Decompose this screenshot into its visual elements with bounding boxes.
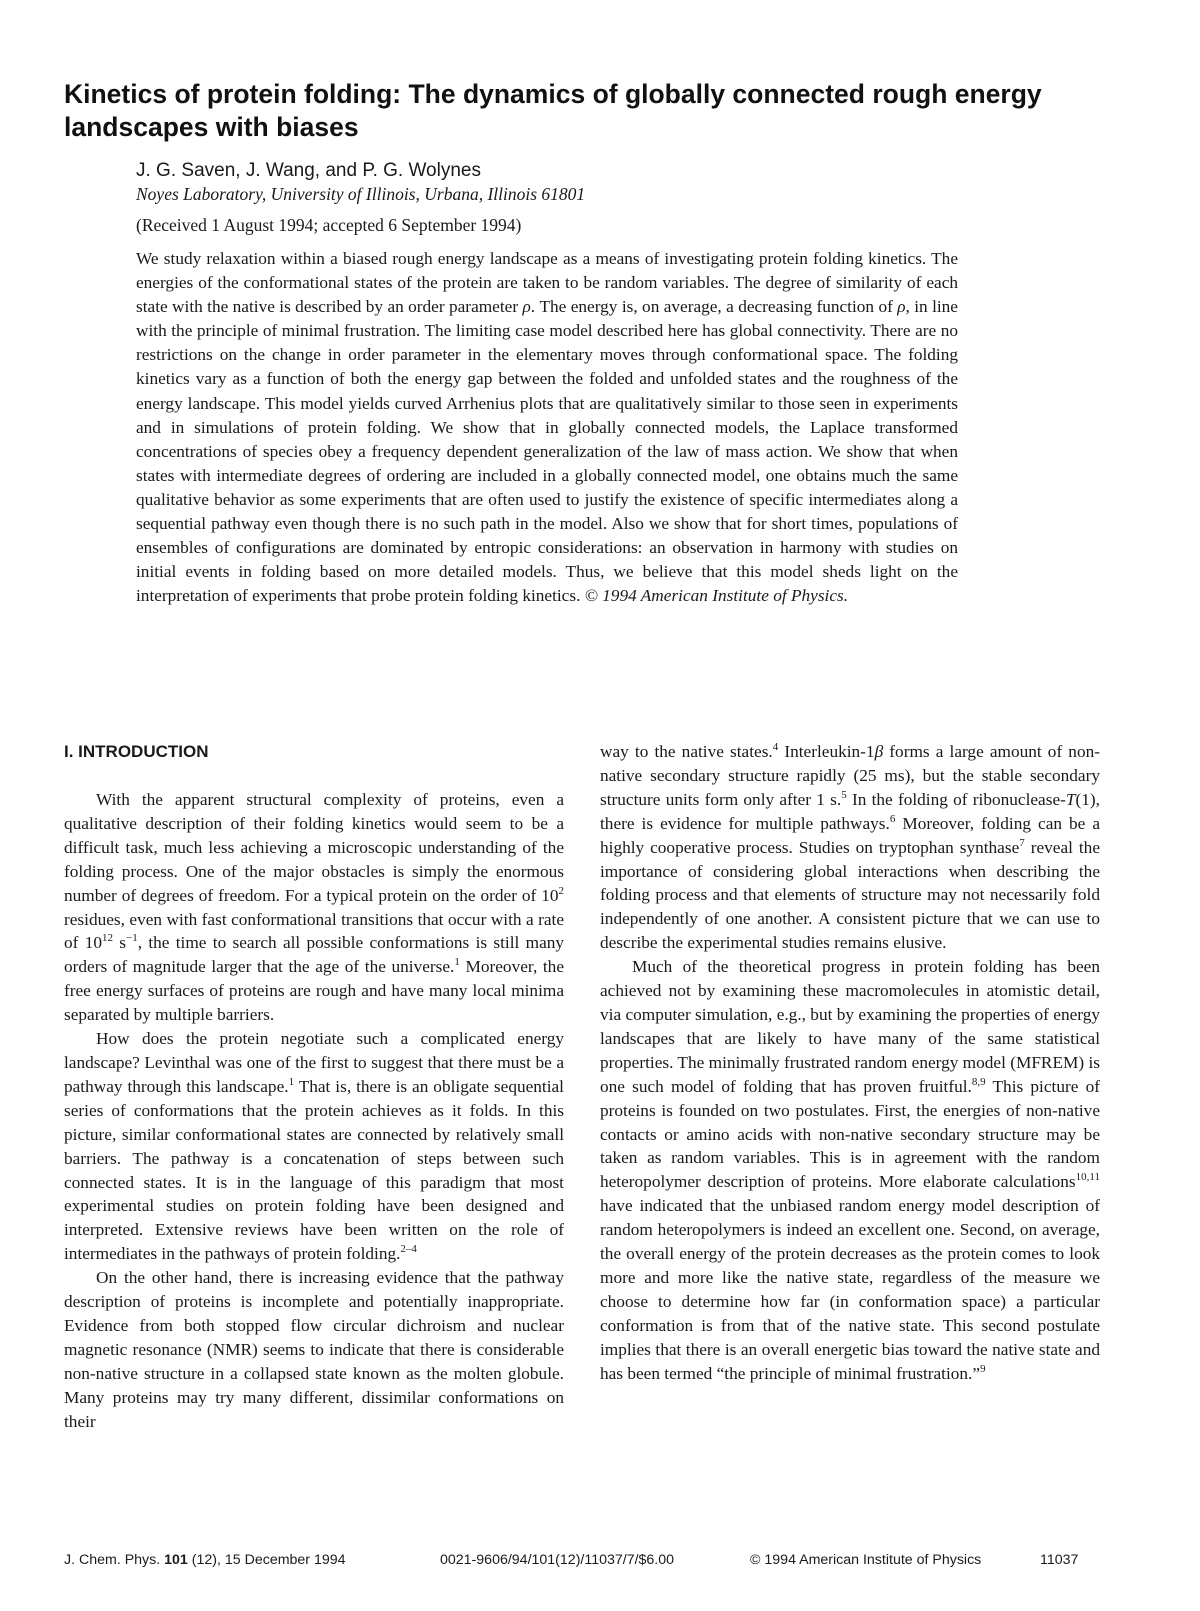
journal-name: J. Chem. Phys.	[64, 1552, 165, 1568]
text-run: That is, there is an obligate sequential series of conformations that the protein achieves as it folds. In this picture, similar conformational states are connected by relatively small barriers. The pathway is a concatenation of steps between such connected states. It is in the language of this paradigm that most experimental studies on protein folding have been designed and interpreted. Extensive reviews have been written on the role of intermediates in the pathways of protein folding.	[64, 1076, 564, 1264]
footer-journal-citation	[64, 1550, 346, 1570]
text-run: forms a large amount of non-native secondary structure rapidly (25 ms), but the stable secondary structure units form only after 1 s.	[600, 742, 1100, 809]
right-column	[600, 740, 1100, 1385]
abstract-text-1: We study relaxation within a biased rough energy landscape as a means of investigating protein folding kinetics. The energies of the conformational states of the protein are taken to be random variables. The degree of similarity of each state with the native is described by an order parameter	[136, 249, 958, 317]
text-run: way to the native states.	[600, 742, 773, 761]
text-run: Moreover, the free energy surfaces of proteins are rough and have many local minima separated by multiple barriers.	[64, 957, 564, 1025]
citation-ref: 6	[889, 812, 896, 825]
text-run: This picture of proteins is founded on two postulates. First, the energies of non-native contacts or amino acids with non-native secondary structure may be taken as random variables. This is in agreement with the random heteropolymer description of proteins. More elaborate calculations	[600, 1076, 1100, 1192]
text-run: reveal the importance of considering global interactions when describing the folding process and that elements of structure may not necessarily fold independently of one another. A consistent picture that we can use to describe the experimental studies remains elusive.	[600, 837, 1100, 953]
intro-paragraph-1	[64, 788, 564, 1027]
beta-symbol: β	[874, 742, 884, 761]
text-run: have indicated that the unbiased random energy model description of random heteropolymers is indeed an excellent one. Second, on average, the overall energy of the protein decreases as the protein comes to look more and more like the native state, regardless of the measure we choose to determine how far (in conformation space) a particular conformation is from that of the native state. This second postulate implies that there is an overall energetic bias toward the native state and has been termed “the principle of minimal frustration.”	[600, 1196, 1100, 1383]
section-heading-introduction: I. INTRODUCTION	[64, 742, 209, 761]
text-run: s	[112, 933, 127, 953]
left-column	[64, 788, 564, 1433]
abstract-text-3: , in line with the principle of minimal frustration. The limiting case model described here has global connectivity. There are no restrictions on the change in order parameter in the elementary moves through conformational space. The folding kinetics vary as a function of both the energy gap between the folded and unfolded states and the roughness of the energy landscape. This model yields curved Arrhenius plots that are qualitatively similar to those seen in experiments and in simulations of protein folding. We show that in globally connected models, the Laplace transformed concentrations of species obey a frequency dependent generalization of the law of mass action. We show that when states with intermediate degrees of ordering are included in a globally connected model, one obtains much the same qualitative behavior as some experiments that are often used to justify the existence of specific intermediates along a sequential pathway even though there is no such path in the model. Also we show that for short times, populations of ensembles of configurations are dominated by entropic considerations: an observation in harmony with studies on initial events in folding based on more detailed models. Thus, we believe that this model sheds light on the interpretation of experiments that probe protein folding kinetics.	[136, 297, 958, 606]
citation-ref: 1	[454, 956, 460, 969]
text-run: Moreover, folding can be a highly cooperative process. Studies on tryptophan synthase	[600, 813, 1100, 857]
superscript: 2	[558, 884, 564, 897]
citation-ref: 1	[288, 1075, 295, 1088]
abstract	[136, 247, 958, 608]
received-dates: (Received 1 August 1994; accepted 6 September 1994)	[136, 215, 522, 235]
text-run: Interleukin-1	[778, 742, 875, 761]
footer-page-number: 11037	[1040, 1552, 1079, 1568]
author-list: J. G. Saven, J. Wang, and P. G. Wolynes	[136, 160, 481, 181]
rho-symbol: ρ	[897, 297, 906, 317]
text-run: In the folding of ribonuclease-	[846, 789, 1066, 809]
citation-ref: 7	[1019, 836, 1025, 849]
superscript: 12	[101, 932, 113, 945]
text-run: Much of the theoretical progress in protein folding has been achieved not by examining these macromolecules in atomistic detail, via computer simulation, e.g., but by examining the properties of energy landscapes that are likely to have many of the same statistical properties. The minimally frustrated random energy model (MFREM) is one such model of folding that has proven fruitful.	[600, 957, 1100, 1096]
paper-title: Kinetics of protein folding: The dynamics of globally connected rough energy landscapes with biases	[64, 79, 1042, 142]
text-run: On the other hand, there is increasing evidence that the pathway description of proteins is incomplete and potentially inappropriate. Evidence from both stopped flow circular dichroism and nuclear magnetic resonance (NMR) seems to indicate that there is considerable non-native structure in a collapsed state known as the molten globule. Many proteins may try many different, dissimilar conformations on their	[64, 1268, 564, 1431]
abstract-text-2: . The energy is, on average, a decreasing function of	[530, 297, 898, 317]
text-run: With the apparent structural complexity of proteins, even a qualitative description of their folding kinetics would seem to be a difficult task, much less achieving a microscopic understanding of the folding process. One of the major obstacles is simply the enormous number of degrees of freedom. For a typical protein on the order of 10	[64, 790, 564, 905]
abstract-copyright: © 1994 American Institute of Physics.	[584, 586, 849, 606]
italic-T: T	[1065, 789, 1076, 809]
intro-paragraph-3-continued	[600, 740, 1100, 955]
journal-issue-date: (12), 15 December 1994	[187, 1552, 346, 1568]
citation-ref: 9	[980, 1362, 986, 1375]
text-run: (1), there is evidence for multiple pathways.	[600, 789, 1100, 833]
journal-volume: 101	[164, 1552, 188, 1568]
footer-copyright: © 1994 American Institute of Physics	[750, 1552, 982, 1568]
citation-ref: 4	[772, 741, 779, 753]
author-affiliation: Noyes Laboratory, University of Illinois, Urbana, Illinois 61801	[136, 184, 586, 204]
intro-paragraph-4	[600, 955, 1100, 1385]
rho-symbol: ρ	[522, 297, 531, 317]
citation-ref: 8,9	[971, 1075, 986, 1088]
superscript: −1	[126, 932, 138, 945]
text-run: How does the protein negotiate such a complicated energy landscape? Levinthal was one of the first to suggest that there must be a pathway through this landscape.	[64, 1029, 564, 1096]
citation-ref: 5	[841, 788, 847, 801]
text-run: , the time to search all possible conformations is still many orders of magnitude larger that the age of the universe.	[64, 933, 565, 977]
footer-article-code: 0021-9606/94/101(12)/11037/7/$6.00	[440, 1552, 675, 1568]
text-run: residues, even with fast conformational transitions that occur with a rate of 10	[64, 909, 564, 953]
intro-paragraph-3	[64, 1266, 564, 1433]
intro-paragraph-2	[64, 1027, 564, 1266]
citation-ref: 2–4	[400, 1243, 417, 1256]
citation-ref: 10,11	[1075, 1171, 1100, 1184]
